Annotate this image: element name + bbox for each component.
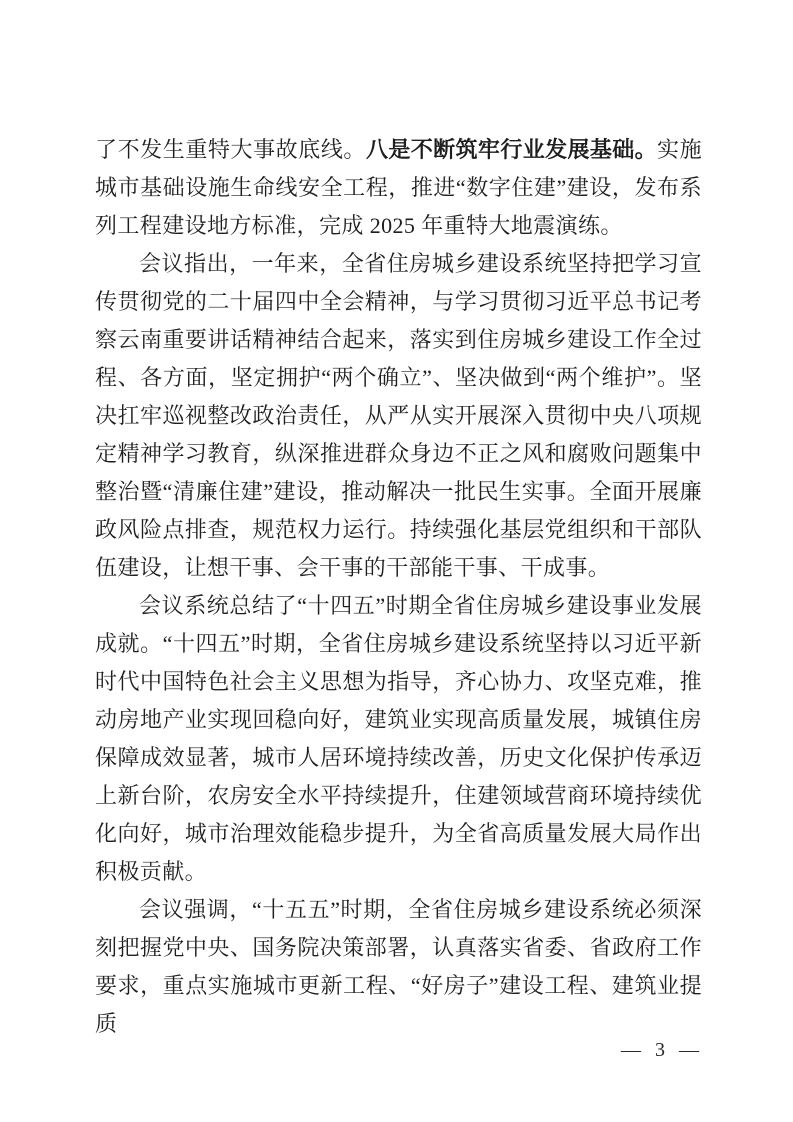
paragraph-text: 了不发生重特大事故底线。 — [95, 137, 367, 162]
paragraph-meeting-emphasized — [95, 891, 702, 1043]
page-number: — 3 — — [621, 1039, 700, 1061]
paragraph-text: 会议强调，“十五五”时期，全省住房城乡建设系统必须深刻把握党中央、国务院决策部署，认真落实省委、省政府工作要求，重点实施城市更新工程、“好房子”建设工程、建筑业提质 — [95, 897, 702, 1036]
paragraph-text: 会议系统总结了“十四五”时期全省住房城乡建设事业发展成就。“十四五”时期，全省住房城乡建设系统坚持以习近平新时代中国特色社会主义思想为指导，齐心协力、攻坚克难，推动房地产业实现回稳向好，建筑业实现高质量发展，城镇住房保障成效显著，城市人居环境持续改善，历史文化保护传承迈上新台阶，农房安全水平持续提升，住建领域营商环境持续优化向好，城市治理效能稳步提升，为全省高质量发展大局作出积极贡献。 — [95, 593, 702, 884]
paragraph-continuation — [95, 131, 702, 245]
paragraph-text: 会议指出，一年来，全省住房城乡建设系统坚持把学习宣传贯彻党的二十届四中全会精神，与学习贯彻习近平总书记考察云南重要讲话精神结合起来，落实到住房城乡建设工作全过程、各方面，坚定拥护“两个确立”、坚决做到“两个维护”。坚决扛牢巡视整改政治责任，从严从实开展深入贯彻中央八项规定精神学习教育，纵深推进群众身边不正之风和腐败问题集中整治暨“清廉住建”建设，推动解决一批民生实事。全面开展廉政风险点排查，规范权力运行。持续强化基层党组织和干部队伍建设，让想干事、会干事的干部能干事、干成事。 — [95, 251, 702, 580]
paragraph-meeting-pointed-out — [95, 245, 702, 587]
document-body — [95, 131, 702, 1043]
paragraph-text-bold: 八是不断筑牢行业发展基础。 — [366, 137, 657, 162]
paragraph-meeting-summary — [95, 587, 702, 891]
paragraph-text: 实施城市基础设施生命线安全工程，推进“数字住建”建设，发布系列工程建设地方标准，完成 2025 年重特大地震演练。 — [95, 137, 702, 238]
